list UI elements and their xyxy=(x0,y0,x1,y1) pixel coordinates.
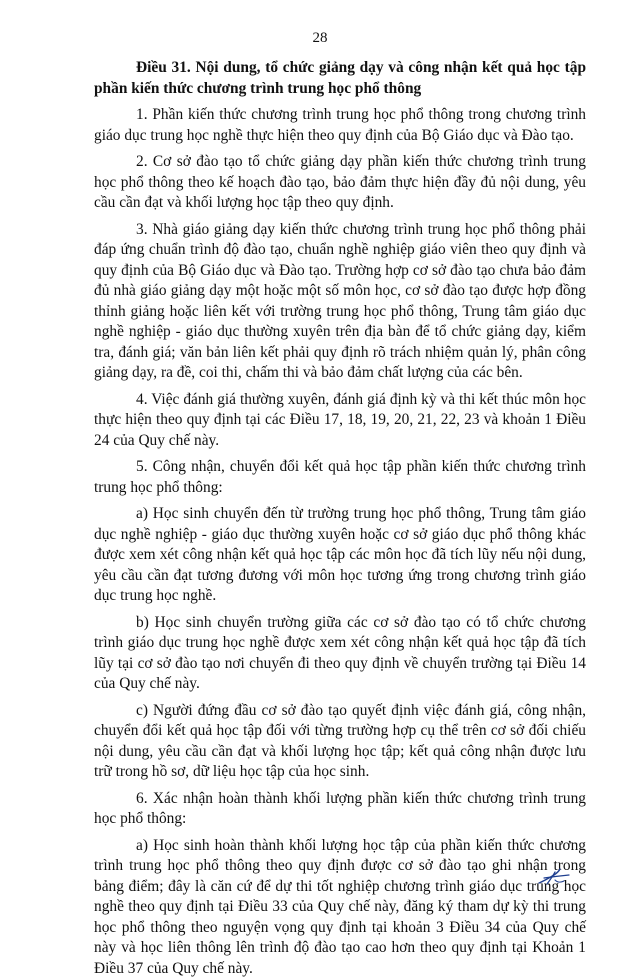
paragraph-2: 2. Cơ sở đào tạo tổ chức giảng dạy phần kiến thức chương trình trung học phổ thông theo kế hoạch đào tạo, bảo đảm thực hiện đầy đủ nội dung, yêu cầu cần đạt và khối lượng học tập theo quy định. xyxy=(94,152,586,214)
document-body xyxy=(94,58,586,979)
paragraph-5b: b) Học sinh chuyển trường giữa các cơ sở đào tạo có tổ chức chương trình giáo dục trung học nghề được xem xét công nhận kết quả học tập đã tích lũy tại cơ sở đào tạo nơi chuyển đi theo quy định về chuyển trường tại Điều 14 của Quy chế này. xyxy=(94,613,586,695)
article-title: Điều 31. Nội dung, tổ chức giảng dạy và công nhận kết quả học tập phần kiến thức chương trình trung học phổ thông xyxy=(94,58,586,99)
paragraph-6a: a) Học sinh hoàn thành khối lượng học tập của phần kiến thức chương trình trung học phổ thông theo quy định được cơ sở đào tạo ghi nhận trong bảng điểm; đây là căn cứ để dự thi tốt nghiệp chương trình giáo dục trung học nghề theo quy định tại Điều 33 của Quy chế này, đăng ký tham dự kỳ thi trung học phổ thông theo nguyện vọng quy định tại khoản 3 Điều 34 của Quy chế này và học liên thông lên trình độ đào tạo cao hơn theo quy định tại Khoản 1 Điều 37 của Quy chế này. xyxy=(94,836,586,979)
paragraph-3: 3. Nhà giáo giảng dạy kiến thức chương trình trung học phổ thông phải đáp ứng chuẩn trình độ đào tạo, chuẩn nghề nghiệp giáo viên theo quy định và quy định của Bộ Giáo dục và Đào tạo. Trường hợp cơ sở đào tạo chưa bảo đảm đủ nhà giáo giảng dạy một hoặc một số môn học, cơ sở đào tạo được hợp đồng thỉnh giảng hoặc liên kết với trường trung học phổ thông, Trung tâm giáo dục nghề nghiệp - giáo dục thường xuyên trên địa bàn để tổ chức giảng dạy, kiểm tra, đánh giá; văn bản liên kết phải quy định rõ trách nhiệm quản lý, phân công giảng dạy, ra đề, coi thi, chấm thi và bảo đảm chất lượng của các bên. xyxy=(94,220,586,384)
paragraph-5c: c) Người đứng đầu cơ sở đào tạo quyết định việc đánh giá, công nhận, chuyển đổi kết quả học tập đối với từng trường hợp cụ thể trên cơ sở đối chiếu nội dung, yêu cầu cần đạt và khối lượng học tập; kết quả công nhận được lưu trữ trong hồ sơ, dữ liệu học tập của học sinh. xyxy=(94,701,586,783)
paragraph-5a: a) Học sinh chuyển đến từ trường trung học phổ thông, Trung tâm giáo dục nghề nghiệp - giáo dục thường xuyên hoặc cơ sở giáo dục phổ thông khác được xem xét công nhận kết quả học tập các môn học đã tích lũy nếu nội dung, yêu cầu cần đạt tương đương với môn học tương ứng trong chương trình giáo dục trung học nghề. xyxy=(94,504,586,607)
paragraph-6: 6. Xác nhận hoàn thành khối lượng phần kiến thức chương trình trung học phổ thông: xyxy=(94,789,586,830)
paragraph-5: 5. Công nhận, chuyển đổi kết quả học tập phần kiến thức chương trình trung học phổ thông: xyxy=(94,457,586,498)
page-number: 28 xyxy=(0,30,640,47)
initial-signature-icon xyxy=(535,866,573,888)
paragraph-1: 1. Phần kiến thức chương trình trung học phổ thông trong chương trình giáo dục trung học nghề thực hiện theo quy định của Bộ Giáo dục và Đào tạo. xyxy=(94,105,586,146)
paragraph-4: 4. Việc đánh giá thường xuyên, đánh giá định kỳ và thi kết thúc môn học thực hiện theo quy định tại các Điều 17, 18, 19, 20, 21, 22, 23 và khoản 1 Điều 24 của Quy chế này. xyxy=(94,390,586,452)
